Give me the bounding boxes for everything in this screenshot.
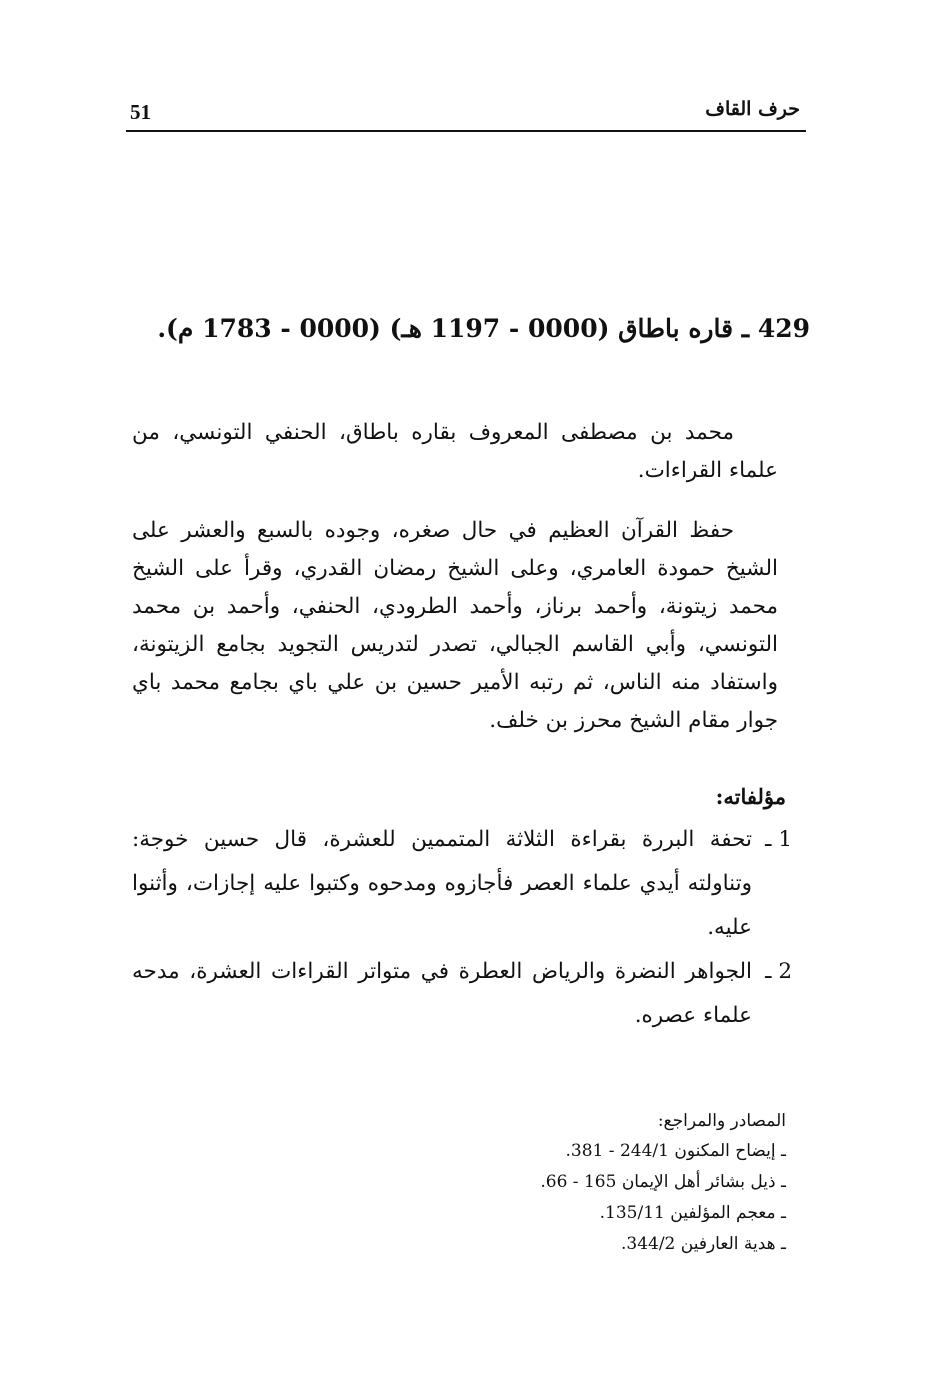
work-number: 1 ـ [765,827,792,852]
work-item-1 [132,818,792,950]
biography-paragraph-1: محمد بن مصطفى المعروف بقاره باطاق، الحنفي التونسي، من علماء القراءات. [132,420,778,483]
work-text: تحفة البررة بقراءة الثلاثة المتممين للعشرة، قال حسين خوجة: وتناولته أيدي علماء العصر فأجازوه ومدحوه وكتبوا عليه إجازات، وأثنوا عليه. [132,827,752,940]
page-number: 51 [130,100,151,124]
works-heading: مؤلفاته: [715,784,786,809]
chapter-title: حرف القاف [705,98,800,120]
running-header [126,98,806,132]
works-list [132,818,792,1038]
biography-paragraph-2: حفظ القرآن العظيم في حال صغره، وجوده بالسبع والعشر على الشيخ حمودة العامري، وعلى الشيخ رمضان القدري، وقرأ على الشيخ محمد زيتونة، وأحمد برناز، وأحمد الطرودي، الحنفي، وأحمد بن محمد التونسي، وأبي القاسم الجبالي، تصدر لتدريس التجويد بجامع الزيتونة، واستفاد منه الناس، ثم رتبه الأمير حسين بن علي باي بجامع محمد باي جوار مقام الشيخ محرز بن خلف. [132,518,778,733]
source-item: ـ إيضاح المكنون 244/1 - 381. [565,1141,786,1161]
source-item: ـ ذيل بشائر أهل الإيمان 165 - 66. [540,1172,786,1192]
work-number: 2 ـ [765,959,792,984]
sources-section [366,1106,786,1260]
entry-title: 429 ـ قاره باطاق (0000 - 1197 هـ) (0000 - 1783 م). [157,314,810,343]
work-item-2 [132,950,792,1038]
source-item: ـ هدية العارفين 344/2. [620,1234,786,1254]
header-rule [126,130,806,132]
work-text: الجواهر النضرة والرياض العطرة في متواتر القراءات العشرة، مدحه علماء عصره. [132,959,752,1028]
sources-heading: المصادر والمراجع: [657,1111,786,1131]
source-item: ـ معجم المؤلفين 135/11. [599,1203,786,1223]
